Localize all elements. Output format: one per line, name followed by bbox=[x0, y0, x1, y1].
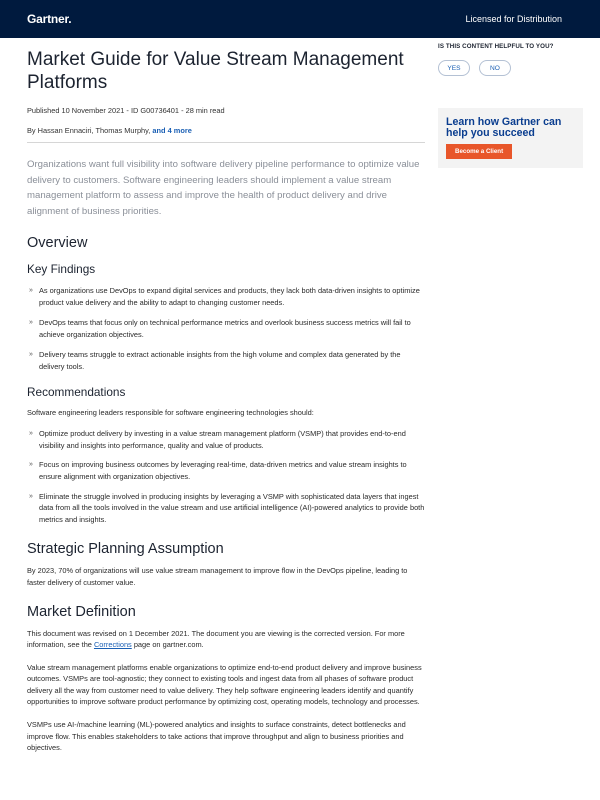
list-item: » Delivery teams struggle to extract actionable insights from the high volume and complex data generated by the delivery tools. bbox=[29, 350, 401, 371]
market-definition-paragraph: Value stream management platforms enable organizations to optimize end-to-end product delivery and improve business outcomes. VSMPs are tool-agnostic; they connect to existing tools and ingest data from all phases of software product delivery all the way from customer need to value delivery. They help software engineering leaders identify and quantify opportunities to improve software product performance by optimizing cost, operating models, technology and processes. bbox=[27, 662, 422, 707]
license-label: Licensed for Distribution bbox=[465, 14, 562, 24]
bullet-icon: » bbox=[29, 351, 33, 359]
more-authors-link[interactable]: and 4 more bbox=[152, 126, 192, 135]
page-title: Market Guide for Value Stream Management Platforms bbox=[27, 49, 404, 93]
bullet-icon: » bbox=[29, 287, 33, 294]
gartner-logo[interactable]: Gartner. bbox=[27, 12, 72, 26]
overview-heading: Overview bbox=[27, 235, 88, 251]
revision-note: This document was revised on 1 December 2021. The document you are viewing is the corrected version. For more information, see the Corrections page on gartner.com. bbox=[27, 628, 405, 650]
strategic-planning-text: By 2023, 70% of organizations will use value stream management to improve flow in the DevOps pipeline, leading to faster delivery of customer value. bbox=[27, 566, 408, 587]
bullet-icon: » bbox=[29, 461, 33, 469]
corrections-link[interactable]: Corrections bbox=[93, 640, 132, 650]
promo-box bbox=[438, 108, 583, 168]
key-findings-list bbox=[27, 285, 427, 373]
byline bbox=[27, 126, 425, 143]
article bbox=[27, 48, 427, 754]
recommendations-heading: Recommendations bbox=[27, 384, 126, 399]
list-item: » Optimize product delivery by investing in a value stream management platform (VSMP) that provides end-to-end visibility and insights into performance, quality and value of products. bbox=[29, 429, 406, 450]
top-bar bbox=[0, 0, 600, 38]
publication-info: Published 10 November 2021 - ID G00736401 - 28 min read bbox=[27, 106, 225, 115]
key-findings-heading: Key Findings bbox=[27, 262, 96, 276]
recommendations-list bbox=[27, 428, 427, 525]
bullet-icon: » bbox=[29, 319, 33, 327]
summary: Organizations want full visibility into software delivery pipeline performance to optimize value delivery to customers. Software engineering leaders should implement a value stream management platform to assess and improve the health of product delivery and drive alignment of business priorities. bbox=[27, 159, 420, 217]
bullet-icon: » bbox=[29, 430, 33, 438]
bullet-icon: » bbox=[29, 492, 33, 500]
list-item: » As organizations use DevOps to expand digital services and products, they lack both data-driven insights to optimize product value delivery and the ability to adapt to changing customer needs. bbox=[29, 286, 420, 307]
list-item: » DevOps teams that focus only on technical performance metrics and overlook business success metrics will fail to achieve organization objectives. bbox=[29, 318, 411, 339]
strategic-planning-heading: Strategic Planning Assumption bbox=[27, 541, 224, 558]
feedback-widget bbox=[438, 43, 588, 76]
author-names: By Hassan Ennaciri, Thomas Murphy, bbox=[27, 126, 153, 135]
feedback-buttons bbox=[438, 60, 588, 76]
market-definition-heading: Market Definition bbox=[27, 603, 136, 620]
list-item: » Focus on improving business outcomes by leveraging real-time, data-driven metrics and value stream insights to ensure alignment with organization objectives. bbox=[29, 460, 407, 481]
promo-heading: Learn how Gartner can help you succeed bbox=[446, 116, 562, 140]
become-client-button[interactable]: Become a Client bbox=[446, 144, 512, 159]
recommendations-intro: Software engineering leaders responsible for software engineering technologies should: bbox=[27, 407, 314, 417]
list-item: » Eliminate the struggle involved in producing insights by leveraging a VSMP with sophisticated data layers that ingest data from all the tools involved in the value stream and use artificial intelligence (AI)-powered analytics to provide both metrics and insights. bbox=[29, 491, 425, 524]
yes-button[interactable]: YES bbox=[438, 60, 470, 76]
helpful-question: IS THIS CONTENT HELPFUL TO YOU? bbox=[438, 43, 554, 50]
no-button[interactable]: NO bbox=[479, 60, 511, 76]
market-definition-paragraph: VSMPs use AI-/machine learning (ML)-powered analytics and insights to surface constraints, detect bottlenecks and improve flow. This enables stakeholders to take actions that improve throughput and align to business priorities and objectives. bbox=[27, 720, 406, 753]
